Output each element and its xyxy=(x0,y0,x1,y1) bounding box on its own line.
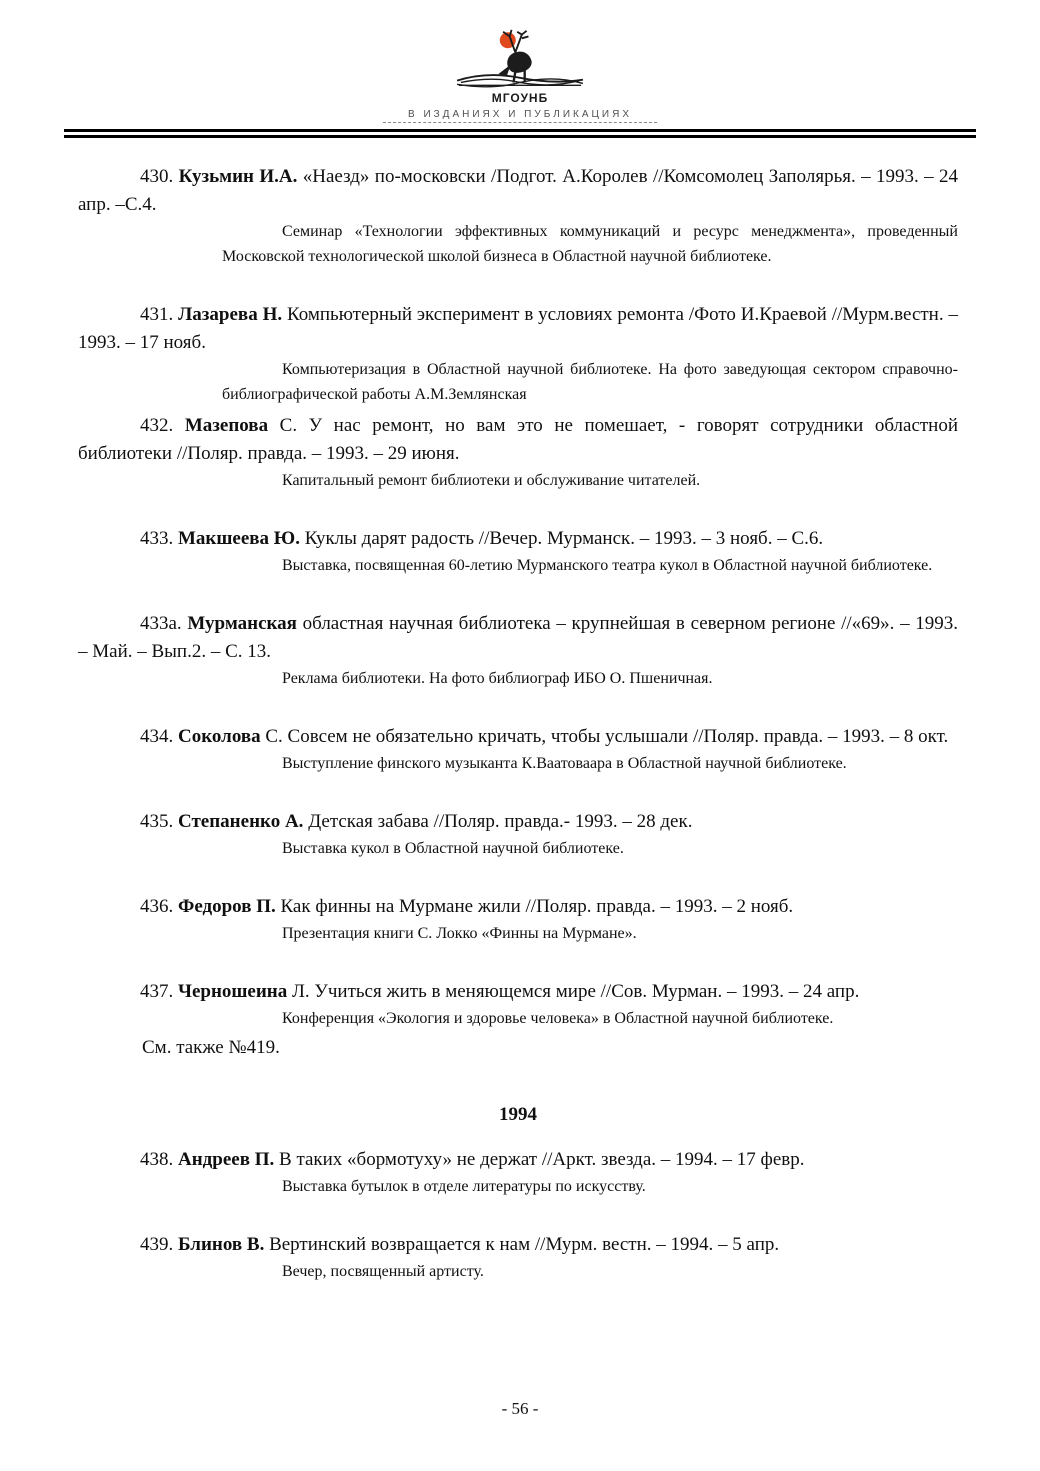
entry-author: Федоров П. xyxy=(178,896,276,917)
entry-citation xyxy=(78,1146,958,1174)
entry-annotation: Семинар «Технологии эффективных коммуникаций и ресурс менеджмента», проведенный Московской технологической школой бизнеса в Областной научной библиотеке. xyxy=(222,223,958,265)
page-header xyxy=(0,0,1040,138)
entry-number: 438. xyxy=(140,1149,174,1170)
entry-author: Блинов В. xyxy=(178,1234,265,1255)
entry-annotation: Компьютеризация в Областной научной библиотеке. На фото заведующая сектором справочно-библиографической работы А.М.Землянская xyxy=(222,361,958,403)
entry-author: Андреев П. xyxy=(178,1149,275,1170)
entry-number: 437. xyxy=(140,981,174,1002)
entry-annotation: Презентация книги С. Локко «Финны на Мурмане». xyxy=(282,925,637,942)
entry-reference-text: С. У нас ремонт, но вам это не помешает, - говорят сотрудники областной библиотеки //Поляр. правда. – 1993. – 29 июня. xyxy=(78,415,959,464)
entry-reference-text: В таких «бормотуху» не держат //Аркт. звезда. – 1994. – 17 февр. xyxy=(279,1149,805,1170)
year-heading-1994: 1994 xyxy=(499,1104,537,1125)
entry-number: 431. xyxy=(140,304,174,325)
library-deer-logo-icon xyxy=(445,28,595,90)
entry-reference-text: «Наезд» по-московски /Подгот. А.Королев //Комсомолец Заполярья. – 1993. – 24 апр. –С.4. xyxy=(78,166,959,215)
entry-citation xyxy=(78,610,958,666)
entry-annotation: Конференция «Экология и здоровье человека» в Областной научной библиотеке. xyxy=(282,1010,834,1027)
entry-reference-text: Куклы дарят радость //Вечер. Мурманск. – 1993. – 3 нояб. – С.6. xyxy=(304,528,824,549)
see-also-note: См. также №419. xyxy=(142,1037,280,1058)
entry-author: Мазепова xyxy=(184,415,269,436)
bib-entry-430 xyxy=(78,163,958,269)
entry-reference-text: Детская забава //Поляр. правда.- 1993. – 28 дек. xyxy=(308,811,693,832)
entry-reference-text: Как финны на Мурмане жили //Поляр. правда. – 1993. – 2 нояб. xyxy=(280,896,794,917)
entry-citation xyxy=(78,723,958,751)
entry-citation xyxy=(78,163,958,219)
entry-number: 439. xyxy=(140,1234,174,1255)
entry-citation xyxy=(78,1231,958,1259)
entry-annotation: Выставка кукол в Областной научной библиотеке. xyxy=(282,840,624,857)
entry-number: 432. xyxy=(140,415,174,436)
bib-entry-434 xyxy=(78,723,958,776)
entry-reference-text: С. Совсем не обязательно кричать, чтобы услышали //Поляр. правда. – 1993. – 8 окт. xyxy=(265,726,949,747)
subtitle-underline xyxy=(383,122,657,123)
bib-entry-433 xyxy=(78,525,958,578)
header-subtitle: В ИЗДАНИЯХ И ПУБЛИКАЦИЯХ xyxy=(408,109,632,120)
bib-entry-435 xyxy=(78,808,958,861)
bib-entry-436 xyxy=(78,893,958,946)
logo-caption: МГОУНБ xyxy=(491,91,549,105)
entry-annotation: Выступление финского музыканта К.Ваатоваара в Областной научной библиотеке. xyxy=(282,755,847,772)
entry-number: 436. xyxy=(140,896,174,917)
entry-citation xyxy=(78,301,958,357)
entry-author: Степаненко А. xyxy=(178,811,304,832)
entry-number: 430. xyxy=(140,166,174,187)
entry-author: Кузьмин И.А. xyxy=(178,166,298,187)
bib-entry-432 xyxy=(78,412,958,493)
entry-annotation: Выставка, посвященная 60-летию Мурманского театра кукол в Областной научной библиотеке. xyxy=(282,557,933,574)
entry-annotation: Капитальный ремонт библиотеки и обслуживание читателей. xyxy=(282,472,701,489)
entry-author: Соколова xyxy=(178,726,261,747)
entry-reference-text: Л. Учиться жить в меняющемся мире //Сов. Мурман. – 1993. – 24 апр. xyxy=(292,981,860,1002)
bib-entry-431 xyxy=(78,301,958,407)
entry-citation xyxy=(78,978,958,1006)
entry-reference-text: Компьютерный эксперимент в условиях ремонта /Фото И.Краевой //Мурм.вестн. – 1993. – 17 нояб. xyxy=(78,304,958,353)
entry-citation xyxy=(78,525,958,553)
entry-annotation: Выставка бутылок в отделе литературы по искусству. xyxy=(282,1178,646,1195)
entry-citation xyxy=(78,893,958,921)
page-number: - 56 - xyxy=(501,1399,539,1418)
entry-author: Макшеева Ю. xyxy=(178,528,300,549)
entry-annotation: Вечер, посвященный артисту. xyxy=(282,1263,484,1280)
bib-entry-437 xyxy=(78,978,958,1062)
entry-number: 435. xyxy=(140,811,174,832)
entry-citation xyxy=(78,808,958,836)
entry-citation xyxy=(78,412,958,468)
bibliography-list xyxy=(0,138,1040,1284)
bib-entry-439 xyxy=(78,1231,958,1284)
entry-number: 434. xyxy=(140,726,174,747)
entry-author: Мурманская xyxy=(187,613,297,634)
entry-author: Черношеина xyxy=(178,981,288,1002)
bib-entry-433a xyxy=(78,610,958,691)
entry-number: 433. xyxy=(140,528,174,549)
header-double-rule xyxy=(64,129,976,138)
entry-reference-text: Вертинский возвращается к нам //Мурм. вестн. – 1994. – 5 апр. xyxy=(269,1234,780,1255)
entry-annotation: Реклама библиотеки. На фото библиограф ИБО О. Пшеничная. xyxy=(282,670,713,687)
bib-entry-438 xyxy=(78,1146,958,1199)
entry-reference-text: областная научная библиотека – крупнейшая в северном регионе //«69». – 1993. – Май. – Вып.2. – С. 13. xyxy=(78,613,959,662)
entry-author: Лазарева Н. xyxy=(178,304,283,325)
entry-number: 433а. xyxy=(140,613,182,634)
